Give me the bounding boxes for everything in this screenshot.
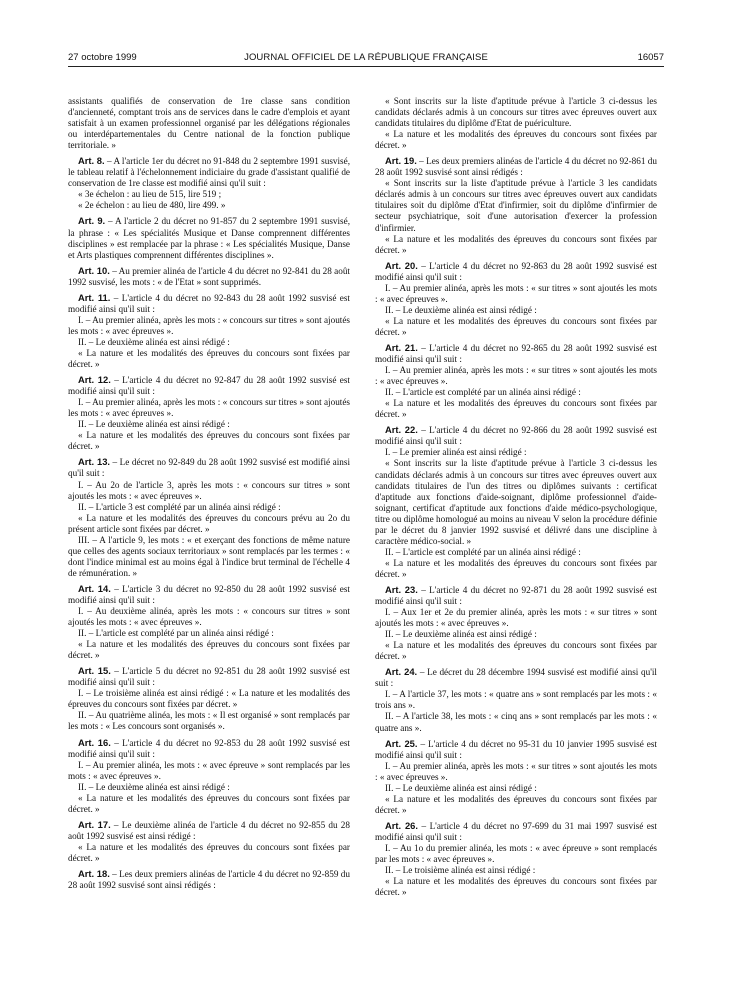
paragraph-text: II. – Le deuxième alinéa est ainsi rédigé : xyxy=(385,782,537,793)
paragraph-text: II. – L'article est complété par un alinéa ainsi rédigé : xyxy=(385,387,581,398)
paragraph-text: II. – Le deuxième alinéa est ainsi rédigé : xyxy=(78,419,230,430)
paragraph-text: I. – Au 2o de l'article 3, après les mots : « concours sur titres » sont ajoutés les mots : « avec épreuves ». xyxy=(68,479,350,501)
paragraph-text: I. – Au 1o du premier alinéa, les mots : « avec épreuve » sont remplacés par les mots : « avec épreuves ». xyxy=(375,843,657,865)
paragraph-text: « La nature et les modalités des épreuves du concours sont fixées par décret. » xyxy=(375,793,657,815)
paragraph xyxy=(375,711,657,733)
paragraph xyxy=(68,337,350,348)
paragraph xyxy=(375,640,657,662)
article-paragraph xyxy=(375,342,657,365)
paragraph-text: « La nature et les modalités des épreuves du concours sont fixées par décret. » xyxy=(68,347,350,370)
article-number: Art. 19. xyxy=(385,155,417,167)
paragraph xyxy=(375,234,657,256)
paragraph xyxy=(68,793,350,815)
paragraph xyxy=(68,628,350,639)
article-number: Art. 23. xyxy=(385,583,418,595)
paragraph-text: « La nature et les modalités des épreuves du concours sont fixées par décret. » xyxy=(375,315,657,337)
paragraph-text: I. – Le premier alinéa est ainsi rédigé : xyxy=(385,447,527,458)
paragraph xyxy=(68,606,350,628)
paragraph-text: II. – L'article est complété par un alinéa ainsi rédigé : xyxy=(78,628,274,639)
article-paragraph xyxy=(68,456,350,479)
paragraph-text: II. – L'article 3 est complété par un alinéa ainsi rédigé : xyxy=(78,501,281,512)
paragraph-text: II. – A l'article 38, les mots : « cinq ans » sont remplacés par les mots : « quatre ans ». xyxy=(375,711,657,733)
paragraph xyxy=(68,348,350,370)
paragraph-text: – L'article 4 du décret no 92-843 du 28 août 1992 susvisé est modifié ainsi qu'il suit : xyxy=(68,292,350,314)
paragraph xyxy=(375,629,657,640)
header-rule xyxy=(68,66,664,67)
paragraph xyxy=(375,843,657,865)
paragraph-text: « La nature et les modalités des épreuves du concours sont fixées par décret. » xyxy=(375,557,657,579)
article-number: Art. 13. xyxy=(78,456,111,468)
paragraph-text: – L'article 4 du décret no 95-31 du 10 janvier 1995 susvisé est modifié ainsi qu'il suit : xyxy=(375,738,657,760)
paragraph-text: – L'article 4 du décret no 92-871 du 28 août 1992 susvisé est modifié ainsi qu'il suit : xyxy=(375,584,657,607)
paragraph xyxy=(68,710,350,732)
article-paragraph xyxy=(375,820,657,843)
article-paragraph xyxy=(68,868,350,891)
paragraph-text: – L'article 4 du décret no 92-853 du 28 août 1992 susvisé est modifié ainsi qu'il suit : xyxy=(68,737,350,759)
paragraph xyxy=(68,842,350,864)
issue-date: 27 octobre 1999 xyxy=(68,52,137,63)
paragraph-text: « 2e échelon : au lieu de 480, lire 499. » xyxy=(78,200,226,211)
paragraph-text: – L'article 4 du décret no 97-699 du 31 mai 1997 susvisé est modifié ainsi qu'il suit : xyxy=(375,820,657,842)
paragraph-text: « La nature et les modalités des épreuves du concours sont fixées par décret. » xyxy=(68,639,350,661)
paragraph xyxy=(375,316,657,338)
article-paragraph xyxy=(68,665,350,688)
article-paragraph xyxy=(68,374,350,397)
paragraph-text: II. – Le troisième alinéa est ainsi rédigé : xyxy=(385,865,536,876)
article-paragraph xyxy=(68,155,350,189)
article-number: Art. 8. xyxy=(78,155,105,167)
paragraph-text: – L'article 4 du décret no 92-866 du 28 août 1992 susvisé est modifié ainsi qu'il suit : xyxy=(375,425,657,447)
paragraph-text: « La nature et les modalités des épreuves du concours sont fixées par décret. » xyxy=(375,876,657,898)
paragraph xyxy=(375,365,657,387)
paragraph xyxy=(375,447,657,458)
paragraph-text: « Sont inscrits sur la liste d'aptitude prévue à l'article 3 ci-dessus les candidats déclarés admis à un concours sur titres avec épreuves ouvert aux candidats titulaires du diplôme d'Etat de puériculture. xyxy=(375,96,657,129)
paragraph-text: « La nature et les modalités des épreuves du concours sont fixées par décret. » xyxy=(375,640,657,662)
paragraph-text: « La nature et les modalités des épreuves du concours prévu au 2o du présent article sont fixées par décret. » xyxy=(68,512,350,534)
paragraph xyxy=(68,430,350,452)
article-paragraph xyxy=(375,584,657,607)
paragraph xyxy=(375,458,657,546)
paragraph-text: I. – Au premier alinéa, après les mots : « sur titres » sont ajoutés les mots : « avec épreuves ». xyxy=(375,282,657,304)
paragraph xyxy=(375,547,657,558)
paragraph-text: – Au premier alinéa de l'article 4 du décret no 92-841 du 28 août 1992 susvisé, les mots : « de l'Etat » sont supprimés. xyxy=(68,265,350,287)
article-paragraph xyxy=(68,583,350,606)
article-number: Art. 11. xyxy=(78,291,111,303)
paragraph-text: – Le décret no 92-849 du 28 août 1992 susvisé est modifié ainsi qu'il suit : xyxy=(68,457,350,479)
paragraph-text: II. – Le deuxième alinéa est ainsi rédigé : xyxy=(385,304,537,315)
paragraph xyxy=(68,480,350,502)
article-number: Art. 9. xyxy=(78,215,106,227)
paragraph-text: I. – Au premier alinéa, après les mots : « concours sur titres » sont ajoutés les mots : « avec épreuves ». xyxy=(68,314,350,336)
paragraph xyxy=(68,688,350,710)
paragraph xyxy=(375,178,657,233)
article-paragraph xyxy=(375,424,657,447)
paragraph-text: « La nature et les modalités des épreuves du concours sont fixées par décret. » xyxy=(68,430,350,452)
paragraph-text: I. – Au premier alinéa, après les mots : « sur titres » sont ajoutés les mots : « avec épreuves ». xyxy=(375,365,657,387)
article-paragraph xyxy=(375,666,657,689)
paragraph-text: I. – A l'article 37, les mots : « quatre ans » sont remplacés par les mots : « trois ans ». xyxy=(375,689,657,711)
right-column xyxy=(375,96,657,958)
paragraph-text: « La nature et les modalités des épreuves du concours sont fixées par décret. » xyxy=(68,841,350,863)
article-number: Art. 15. xyxy=(78,665,111,677)
paragraph xyxy=(68,639,350,661)
paragraph-text: – L'article 5 du décret no 92-851 du 28 août 1992 susvisé est modifié ainsi qu'il suit : xyxy=(68,666,350,688)
paragraph xyxy=(68,96,350,151)
paragraph-text: – Le décret du 28 décembre 1994 susvisé est modifié ainsi qu'il suit : xyxy=(375,667,657,689)
paragraph-text: II. – Le deuxième alinéa est ainsi rédigé : xyxy=(78,336,230,347)
paragraph-text: I. – Au premier alinéa, après les mots : « concours sur titres » sont ajoutés les mots : « avec épreuves ». xyxy=(68,397,350,419)
paragraph xyxy=(68,315,350,337)
paragraph xyxy=(375,783,657,794)
paragraph xyxy=(375,761,657,783)
page-number: 16057 xyxy=(637,52,664,63)
paragraph-text: I. – Le troisième alinéa est ainsi rédigé : « La nature et les modalités des épreuves du concours sont fixées par décret. » xyxy=(68,688,350,710)
paragraph xyxy=(375,876,657,898)
article-paragraph xyxy=(375,738,657,761)
paragraph-text: I. – Au premier alinéa, après les mots : « sur titres » sont ajoutés les mots : « avec épreuves ». xyxy=(375,760,657,782)
paragraph xyxy=(375,283,657,305)
paragraph xyxy=(375,96,657,129)
paragraph xyxy=(68,782,350,793)
paragraph-text: – L'article 3 du décret no 92-850 du 28 août 1992 susvisé est modifié ainsi qu'il suit : xyxy=(68,583,350,605)
paragraph xyxy=(375,689,657,711)
article-paragraph xyxy=(68,819,350,842)
article-number: Art. 24. xyxy=(385,666,418,678)
paragraph-text: II. – L'article est complété par un alinéa ainsi rédigé : xyxy=(385,546,581,557)
paragraph-text: assistants qualifiés de conservation de 1re classe sans condition d'ancienneté, comptant trois ans de services dans le cadre d'emplois et ayant satisfait à un examen professionnel organisé par les délégations régionales ou interdépartementales du Centre national de la fonction publique territoriale. » xyxy=(68,96,350,151)
article-number: Art. 17. xyxy=(78,818,111,830)
paragraph-text: I. – Aux 1er et 2e du premier alinéa, après les mots : « sur titres » sont ajoutés les mots : « avec épreuves ». xyxy=(375,607,657,629)
journal-title: JOURNAL OFFICIEL DE LA RÉPUBLIQUE FRANÇAISE xyxy=(244,52,488,63)
paragraph xyxy=(68,760,350,782)
paragraph-text: – Les deux premiers alinéas de l'article 4 du décret no 92-859 du 28 août 1992 susvisé sont ainsi rédigés : xyxy=(68,869,350,891)
paragraph xyxy=(375,305,657,316)
article-paragraph xyxy=(68,737,350,760)
paragraph-text: – A l'article 1er du décret no 91-848 du 2 septembre 1991 susvisé, le tableau relatif à l'échelonnement indiciaire du grade d'assistant qualifié de conservation de 1re classe est modifié ainsi qu'il suit : xyxy=(68,156,350,189)
paragraph xyxy=(68,200,350,211)
paragraph xyxy=(375,865,657,876)
paragraph xyxy=(68,189,350,200)
paragraph xyxy=(375,129,657,151)
article-paragraph xyxy=(68,292,350,315)
paragraph-text: II. – Au quatrième alinéa, les mots : « Il est organisé » sont remplacés par les mots : « Les concours sont organisés ». xyxy=(68,710,350,732)
article-paragraph xyxy=(68,215,350,260)
article-number: Art. 18. xyxy=(78,868,110,880)
paragraph-text: « La nature et les modalités des épreuves du concours sont fixées par décret. » xyxy=(375,398,657,420)
article-paragraph xyxy=(375,155,657,178)
paragraph xyxy=(375,398,657,420)
article-number: Art. 26. xyxy=(385,819,418,831)
article-number: Art. 21. xyxy=(385,341,418,353)
paragraph-text: – Le deuxième alinéa de l'article 4 du décret no 92-855 du 28 août 1992 susvisé est ainsi rédigé : xyxy=(68,819,350,841)
paragraph xyxy=(375,794,657,816)
left-column xyxy=(68,96,350,958)
paragraph xyxy=(68,513,350,535)
article-paragraph xyxy=(68,265,350,288)
paragraph xyxy=(68,535,350,579)
article-paragraph xyxy=(375,260,657,283)
article-number: Art. 14. xyxy=(78,582,111,594)
article-number: Art. 22. xyxy=(385,424,418,436)
paragraph-text: « La nature et les modalités des épreuves du concours sont fixées par décret. » xyxy=(68,792,350,814)
paragraph xyxy=(68,419,350,430)
article-number: Art. 10. xyxy=(78,264,110,276)
paragraph xyxy=(375,558,657,580)
paragraph-text: I. – Au premier alinéa, les mots : « avec épreuve » sont remplacés par les mots : « avec épreuves ». xyxy=(68,759,350,781)
article-number: Art. 20. xyxy=(385,259,418,271)
paragraph-text: « Sont inscrits sur la liste d'aptitude prévue à l'article 3 ci-dessus les candidats déclarés admis à un concours sur titres avec épreuves ouvert aux candidats titulaires de l'un des titres ou diplômes suivants : certificat d'aptitude aux fonctions d'aide-soignant, diplôme professionnel d'aide-soignant, certificat d'aptitude aux fonctions d'aide médico-psychologique, titre ou diplôme homologué au moins au niveau V selon la procédure définie par le décret du 8 janvier 1992 susvisé et délivré dans une discipline à caractère médico-social. » xyxy=(375,458,657,546)
paragraph xyxy=(375,387,657,398)
paragraph-text: « Sont inscrits sur la liste d'aptitude prévue à l'article 3 les candidats déclarés admis à un concours sur titres avec épreuves ouvert aux candidats titulaires soit du diplôme d'Etat d'infirmier, soit du diplôme d'infirmier de secteur psychiatrique, soit d'une autorisation d'exercer la profession d'infirmier. xyxy=(375,178,657,233)
paragraph xyxy=(68,397,350,419)
paragraph-text: « La nature et les modalités des épreuves du concours sont fixées par décret. » xyxy=(375,129,657,151)
paragraph-text: – Les deux premiers alinéas de l'article 4 du décret no 92-861 du 28 août 1992 susvisé sont ainsi rédigés : xyxy=(375,156,657,178)
paragraph-text: – L'article 4 du décret no 92-863 du 28 août 1992 susvisé est modifié ainsi qu'il suit : xyxy=(375,260,657,282)
paragraph xyxy=(375,607,657,629)
paragraph-text: « La nature et les modalités des épreuves du concours sont fixées par décret. » xyxy=(375,233,657,255)
article-number: Art. 25. xyxy=(385,737,418,749)
article-number: Art. 16. xyxy=(78,736,111,748)
paragraph-text: III. – A l'article 9, les mots : « et exerçant des fonctions de même nature que celles des agents sociaux territoriaux » sont remplacés par les termes : « dont l'indice minimal est au moins égal à l'indice brut terminal de l'échelle 4 de rémunération. » xyxy=(68,534,350,578)
paragraph xyxy=(68,502,350,513)
paragraph-text: – A l'article 2 du décret no 91-857 du 2 septembre 1991 susvisé, la phrase : « Les spécialités Musique et Danse comprennent différentes disciplines » est remplacée par la phrase : « Les spécialités Musique, Danse et Arts plastiques comprennent différentes disciplines ». xyxy=(68,216,350,260)
paragraph-text: « 3e échelon : au lieu de 515, lire 519 ; xyxy=(78,189,222,200)
paragraph-text: I. – Au deuxième alinéa, après les mots : « concours sur titres » sont ajoutés les mots : « avec épreuves ». xyxy=(68,606,350,628)
paragraph-text: II. – Le deuxième alinéa est ainsi rédigé : xyxy=(78,781,230,792)
article-number: Art. 12. xyxy=(78,374,111,386)
paragraph-text: – L'article 4 du décret no 92-865 du 28 août 1992 susvisé est modifié ainsi qu'il suit : xyxy=(375,342,657,365)
paragraph-text: – L'article 4 du décret no 92-847 du 28 août 1992 susvisé est modifié ainsi qu'il suit : xyxy=(68,375,350,397)
paragraph-text: II. – Le deuxième alinéa est ainsi rédigé : xyxy=(385,629,537,640)
